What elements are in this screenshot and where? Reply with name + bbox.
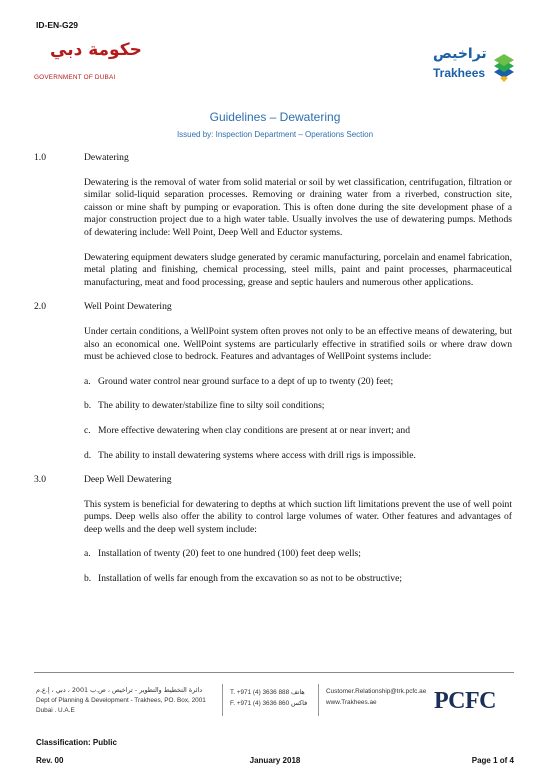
list-marker: b. [84, 400, 92, 412]
footer-email[interactable]: Customer.Relationship@trk.pcfc.ae [326, 688, 427, 695]
footer-arabic-address: دائرة التخطيط والتطوير - تراخيص ، ص.ب 2001 ، دبي ، إ.ع.م [36, 686, 203, 694]
section-title: Well Point Dewatering [84, 301, 172, 313]
list-text: Installation of twenty (20) feet to one hundred (100) feet deep wells; [98, 548, 361, 560]
gov-logo-latin-text: GOVERNMENT OF DUBAI [34, 74, 116, 81]
list-marker: b. [84, 573, 92, 585]
paragraph: Under certain conditions, a WellPoint system often proves not only to be an effective means of dewatering, but also an economical one. WellPoint systems are particularly effective in stratified soils or where draw down must be achieved close to bedrock. Features and advantages of WellPoint systems include: [84, 325, 512, 363]
section-heading [34, 301, 512, 314]
list-text: Ground water control near ground surface to a dept of up to twenty (20) feet; [98, 375, 394, 387]
list-marker: a. [84, 548, 91, 560]
section-title: Deep Well Dewatering [84, 474, 172, 486]
footer-tel-arabic: هاتف [290, 689, 305, 696]
list-marker: a. [84, 375, 91, 387]
footer-fax [230, 699, 307, 707]
list-item [84, 425, 512, 438]
footer-divider [34, 672, 514, 673]
page-title: Guidelines – Dewatering [209, 110, 341, 124]
list-text: Installation of wells far enough from the excavation so as not to be obstructive; [98, 573, 402, 585]
section-number: 2.0 [34, 301, 46, 313]
paragraph: Dewatering is the removal of water from solid material or soil by wet classification, centrifugation, filtration or similar solid-liquid separation processes. Removing or draining water from a riverbed, construction site, caisson or mine shaft by pumping or evaporation. This is often done during the site development phase of a major construction project due to a high water table. Usually involves the use of dewatering pumps. Methods of dewatering include: Well Point, Deep Well and Eductor systems. [84, 176, 512, 238]
section-heading [34, 152, 512, 165]
list-text: The ability to dewater/stabilize fine to silty soil conditions; [98, 400, 325, 412]
revision: Rev. 00 [36, 756, 64, 765]
footer-fax-number: F. +971 (4) 3636 860 [230, 700, 290, 707]
page-subtitle: Issued by: Inspection Department – Operations Section [176, 130, 374, 139]
footer-website[interactable]: www.Trakhees.ae [326, 699, 377, 706]
trakhees-emblem-icon [490, 50, 516, 84]
issue-date: January 2018 [249, 756, 301, 765]
section-number: 3.0 [34, 474, 46, 486]
paragraph: Dewatering equipment dewaters sludge generated by ceramic manufacturing, porcelain and enamel fabrication, metal plating and finishing, chemical processing, steel mills, paint and paint processes, pharmaceutical manufacturing, meat and food processing, grease and septic haulers and numerous other applications. [84, 251, 512, 288]
footer-tel: T. +971 (4) 3636 888 [230, 689, 290, 696]
list-item [84, 376, 512, 389]
footer-telephone [230, 688, 305, 696]
document-body [34, 152, 512, 598]
footer-fax-arabic: فاكس [290, 700, 308, 707]
list-item [84, 400, 512, 413]
footer-department: Dept of Planning & Development - Trakhees, PO. Box, 2001 [36, 697, 206, 704]
section-title: Dewatering [84, 152, 129, 163]
gov-logo-arabic-text: حكومة دبي [50, 40, 142, 60]
section-number: 1.0 [34, 152, 46, 163]
section-heading [34, 474, 512, 487]
pcfc-logo: PCFC [434, 688, 496, 714]
list-marker: c. [84, 424, 91, 436]
page-number: Page 1 of 4 [471, 756, 514, 765]
list-text: More effective dewatering when clay conditions are present at or near invert; and [98, 424, 411, 436]
list-item [84, 573, 512, 586]
trakhees-logo-latin-text: Trakhees [433, 66, 486, 80]
list-text: The ability to install dewatering systems where access with drill rigs is impossible. [98, 449, 416, 461]
classification-label: Classification: Public [36, 738, 117, 747]
paragraph: This system is beneficial for dewatering to depths at which suction lift limitations prevent the use of well point pumps. Deep wells also offer the ability to control large volumes of water. Other features and advantages of deep wells and the deep well system include: [84, 498, 512, 535]
trakhees-logo-arabic-text: تراخيص [433, 46, 487, 62]
document-id: ID-EN-G29 [36, 20, 79, 30]
footer-separator [222, 684, 223, 716]
footer-separator [318, 684, 319, 716]
list-marker: d. [84, 449, 92, 461]
list-item [84, 450, 512, 463]
list-item [84, 548, 512, 561]
footer-city: Dubai . U.A.E [36, 707, 75, 714]
